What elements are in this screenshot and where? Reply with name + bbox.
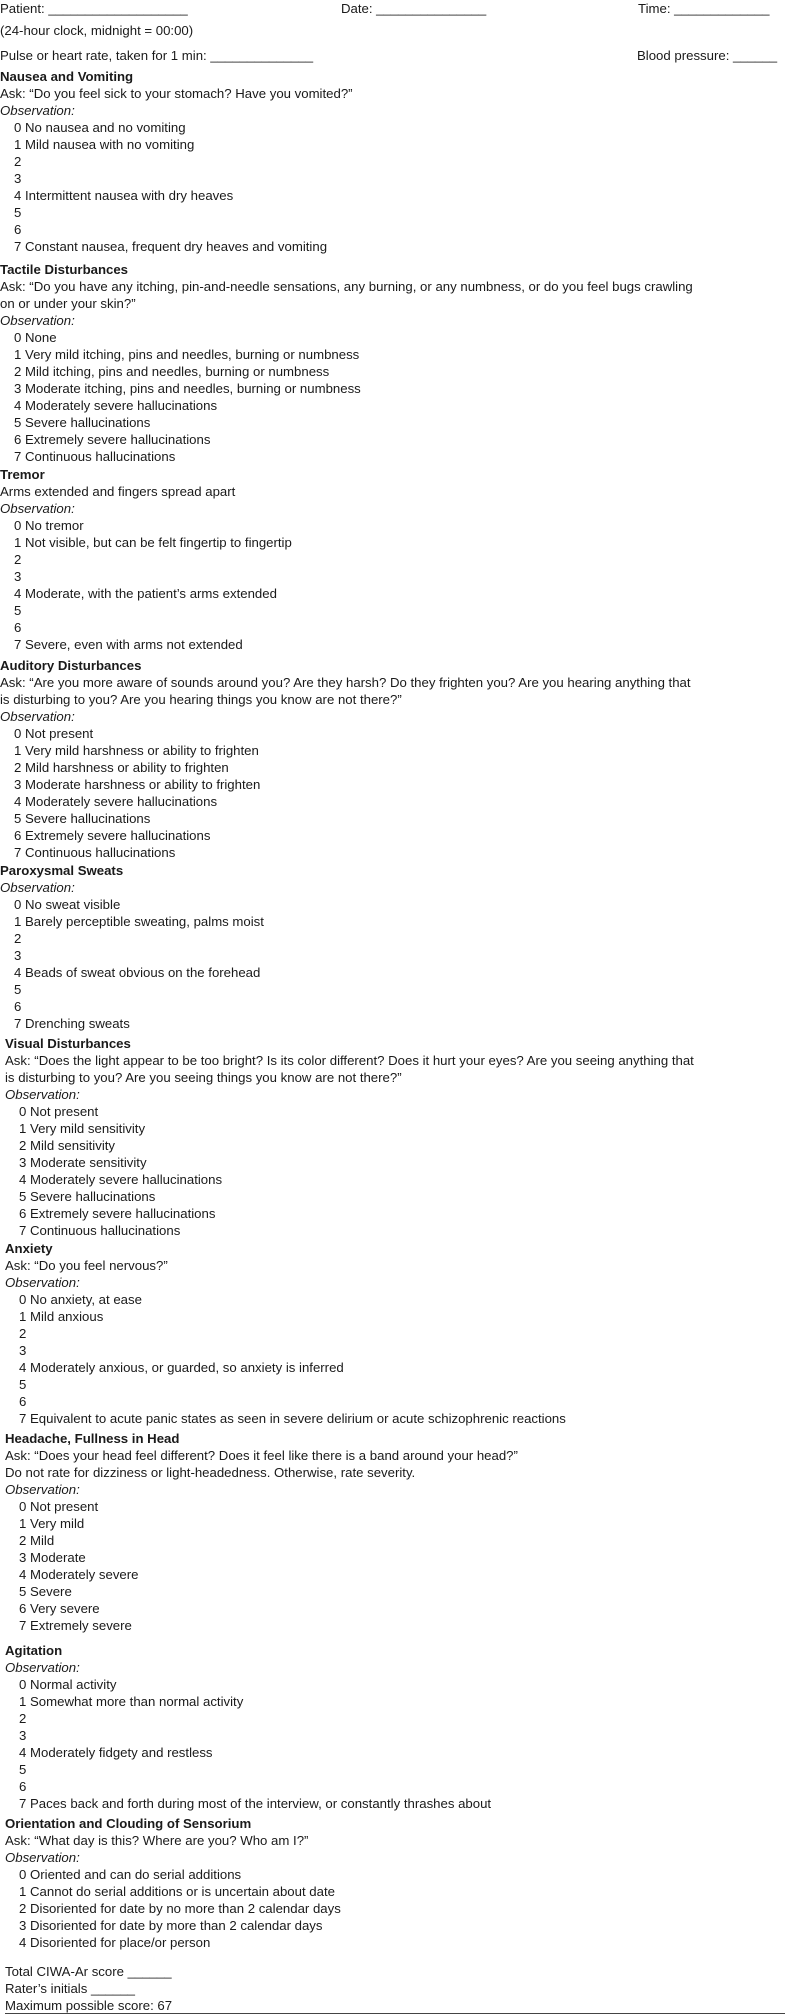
- section-prompt-line: Ask: “Does the light appear to be too bright? Is its color different? Does it hurt your eyes? Are you seeing anything that: [5, 1053, 694, 1068]
- score-option: 1 Very mild: [19, 1516, 85, 1531]
- observation-label: Observation:: [0, 501, 75, 516]
- section-prompt-line: Ask: “Do you feel nervous?”: [5, 1258, 168, 1273]
- score-option: 6 Extremely severe hallucinations: [19, 1206, 216, 1221]
- score-option: 7 Continuous hallucinations: [19, 1223, 181, 1238]
- section-visual-disturbances: [5, 1035, 795, 1239]
- score-option: 7 Constant nausea, frequent dry heaves and vomiting: [14, 239, 328, 254]
- section-title: Visual Disturbances: [5, 1036, 131, 1051]
- clock-note: (24-hour clock, midnight = 00:00): [0, 23, 194, 38]
- score-option: 1 Very mild itching, pins and needles, burning or numbness: [14, 347, 360, 362]
- score-option: 0 Normal activity: [19, 1677, 117, 1692]
- date-field[interactable]: Date: _______________: [341, 1, 487, 16]
- score-option: 4 Disoriented for place/or person: [19, 1935, 211, 1950]
- observation-label: Observation:: [5, 1482, 80, 1497]
- score-option: 3 Moderate harshness or ability to frighten: [14, 777, 261, 792]
- score-option: 6: [19, 1394, 27, 1409]
- pulse-field[interactable]: Pulse or heart rate, taken for 1 min: ______________: [0, 48, 314, 63]
- header-row-2: [0, 22, 780, 39]
- section-paroxysmal-sweats: [0, 862, 790, 1032]
- score-option: 3 Moderate: [19, 1550, 86, 1565]
- section-title: Tremor: [0, 467, 45, 482]
- total-score-field[interactable]: Total CIWA-Ar score ______: [5, 1964, 172, 1979]
- score-option: 1 Somewhat more than normal activity: [19, 1694, 244, 1709]
- score-option: 0 Not present: [19, 1104, 99, 1119]
- score-option: 4 Beads of sweat obvious on the forehead: [14, 965, 261, 980]
- section-prompt-line: Ask: “Are you more aware of sounds around you? Are they harsh? Do they frighten you? Are you hearing anything that: [0, 675, 691, 690]
- score-option: 2 Mild: [19, 1533, 55, 1548]
- score-option: 1 Cannot do serial additions or is uncertain about date: [19, 1884, 335, 1899]
- score-option: 0 Not present: [14, 726, 94, 741]
- section-auditory-disturbances: [0, 657, 790, 861]
- score-option: 3 Moderate itching, pins and needles, burning or numbness: [14, 381, 361, 396]
- observation-label: Observation:: [5, 1087, 80, 1102]
- score-option: 7 Severe, even with arms not extended: [14, 637, 243, 652]
- score-option: 1 Very mild harshness or ability to frighten: [14, 743, 259, 758]
- score-option: 0 None: [14, 330, 57, 345]
- section-nausea-vomiting: [0, 68, 790, 255]
- score-option: 0 Oriented and can do serial additions: [19, 1867, 242, 1882]
- score-option: 3: [19, 1343, 27, 1358]
- score-option: 4 Moderately severe hallucinations: [19, 1172, 223, 1187]
- score-option: 3 Disoriented for date by more than 2 calendar days: [19, 1918, 323, 1933]
- score-option: 4 Moderately severe hallucinations: [14, 398, 218, 413]
- observation-label: Observation:: [5, 1660, 80, 1675]
- section-title: Auditory Disturbances: [0, 658, 142, 673]
- score-option: 4 Moderately severe: [19, 1567, 139, 1582]
- score-option: 2: [14, 154, 22, 169]
- score-option: 3: [19, 1728, 27, 1743]
- score-option: 4 Moderate, with the patient’s arms extended: [14, 586, 277, 601]
- score-option: 2: [19, 1326, 27, 1341]
- score-option: 5: [14, 982, 22, 997]
- section-prompt-line: Arms extended and fingers spread apart: [0, 484, 236, 499]
- section-tactile-disturbances: [0, 261, 790, 465]
- observation-label: Observation:: [0, 103, 75, 118]
- score-option: 3: [14, 948, 22, 963]
- score-option: 0 No sweat visible: [14, 897, 121, 912]
- score-option: 5: [19, 1762, 27, 1777]
- observation-label: Observation:: [0, 880, 75, 895]
- score-option: 7 Continuous hallucinations: [14, 449, 176, 464]
- observation-label: Observation:: [5, 1850, 80, 1865]
- score-option: 5 Severe: [19, 1584, 72, 1599]
- section-prompt-line: Do not rate for dizziness or light-headedness. Otherwise, rate severity.: [5, 1465, 416, 1480]
- score-option: 7 Continuous hallucinations: [14, 845, 176, 860]
- section-title: Nausea and Vomiting: [0, 69, 134, 84]
- score-option: 4 Moderately severe hallucinations: [14, 794, 218, 809]
- section-title: Headache, Fullness in Head: [5, 1431, 180, 1446]
- score-option: 6 Extremely severe hallucinations: [14, 828, 211, 843]
- score-option: 5: [19, 1377, 27, 1392]
- section-title: Paroxysmal Sweats: [0, 863, 124, 878]
- score-option: 5: [14, 205, 22, 220]
- blood-pressure-field[interactable]: Blood pressure: ______: [637, 48, 778, 63]
- maximum-score-note: Maximum possible score: 67: [5, 1998, 173, 2013]
- score-option: 4 Moderately anxious, or guarded, so anxiety is inferred: [19, 1360, 344, 1375]
- score-option: 7 Equivalent to acute panic states as seen in severe delirium or acute schizophrenic reactions: [19, 1411, 566, 1426]
- section-prompt-line: Ask: “Does your head feel different? Does it feel like there is a band around your head?”: [5, 1448, 518, 1463]
- score-option: 5: [14, 603, 22, 618]
- observation-label: Observation:: [5, 1275, 80, 1290]
- patient-field[interactable]: Patient: ___________________: [0, 1, 188, 16]
- score-option: 2 Mild itching, pins and needles, burning or numbness: [14, 364, 330, 379]
- score-option: 6: [14, 999, 22, 1014]
- section-headache: [5, 1430, 795, 1634]
- section-tremor: [0, 466, 790, 653]
- score-option: 0 No nausea and no vomiting: [14, 120, 186, 135]
- score-option: 2 Mild sensitivity: [19, 1138, 116, 1153]
- section-orientation: [5, 1815, 795, 1951]
- score-option: 5 Severe hallucinations: [14, 811, 151, 826]
- section-title: Tactile Disturbances: [0, 262, 129, 277]
- section-anxiety: [5, 1240, 795, 1427]
- score-option: 1 Mild nausea with no vomiting: [14, 137, 195, 152]
- score-option: 6 Extremely severe hallucinations: [14, 432, 211, 447]
- section-prompt-line: is disturbing to you? Are you hearing things you know are not there?”: [0, 692, 402, 707]
- score-option: 6: [14, 620, 22, 635]
- score-option: 1 Barely perceptible sweating, palms moist: [14, 914, 264, 929]
- time-field[interactable]: Time: _____________: [638, 1, 770, 16]
- score-option: 0 No tremor: [14, 518, 84, 533]
- score-option: 2: [14, 931, 22, 946]
- score-option: 6: [19, 1779, 27, 1794]
- score-option: 2: [19, 1711, 27, 1726]
- bottom-divider: [5, 2013, 785, 2014]
- score-option: 3: [14, 171, 22, 186]
- section-prompt-line: Ask: “Do you feel sick to your stomach? Have you vomited?”: [0, 86, 353, 101]
- rater-initials-field[interactable]: Rater’s initials ______: [5, 1981, 136, 1996]
- score-option: 5 Severe hallucinations: [19, 1189, 156, 1204]
- score-option: 2 Disoriented for date by no more than 2 calendar days: [19, 1901, 341, 1916]
- section-title: Agitation: [5, 1643, 63, 1658]
- score-option: 7 Drenching sweats: [14, 1016, 130, 1031]
- section-agitation: [5, 1642, 795, 1812]
- score-option: 1 Mild anxious: [19, 1309, 104, 1324]
- score-option: 6 Very severe: [19, 1601, 100, 1616]
- score-option: 0 Not present: [19, 1499, 99, 1514]
- section-title: Anxiety: [5, 1241, 53, 1256]
- observation-label: Observation:: [0, 313, 75, 328]
- score-footer: [5, 1963, 172, 2014]
- header-row-3: [0, 47, 780, 64]
- section-title: Orientation and Clouding of Sensorium: [5, 1816, 252, 1831]
- section-prompt-line: is disturbing to you? Are you seeing things you know are not there?”: [5, 1070, 402, 1085]
- score-option: 5 Severe hallucinations: [14, 415, 151, 430]
- score-option: 7 Paces back and forth during most of the interview, or constantly thrashes about: [19, 1796, 492, 1811]
- section-prompt-line: Ask: “Do you have any itching, pin-and-needle sensations, any burning, or any numbness, or do you feel bugs crawling: [0, 279, 693, 294]
- observation-label: Observation:: [0, 709, 75, 724]
- score-option: 2: [14, 552, 22, 567]
- score-option: 4 Moderately fidgety and restless: [19, 1745, 213, 1760]
- score-option: 1 Very mild sensitivity: [19, 1121, 146, 1136]
- score-option: 3 Moderate sensitivity: [19, 1155, 147, 1170]
- section-prompt-line: Ask: “What day is this? Where are you? Who am I?”: [5, 1833, 309, 1848]
- score-option: 2 Mild harshness or ability to frighten: [14, 760, 229, 775]
- score-option: 0 No anxiety, at ease: [19, 1292, 142, 1307]
- score-option: 1 Not visible, but can be felt fingertip to fingertip: [14, 535, 292, 550]
- score-option: 6: [14, 222, 22, 237]
- score-option: 7 Extremely severe: [19, 1618, 132, 1633]
- score-option: 3: [14, 569, 22, 584]
- score-option: 4 Intermittent nausea with dry heaves: [14, 188, 234, 203]
- header-row-1: [0, 0, 780, 17]
- section-prompt-line: on or under your skin?”: [0, 296, 136, 311]
